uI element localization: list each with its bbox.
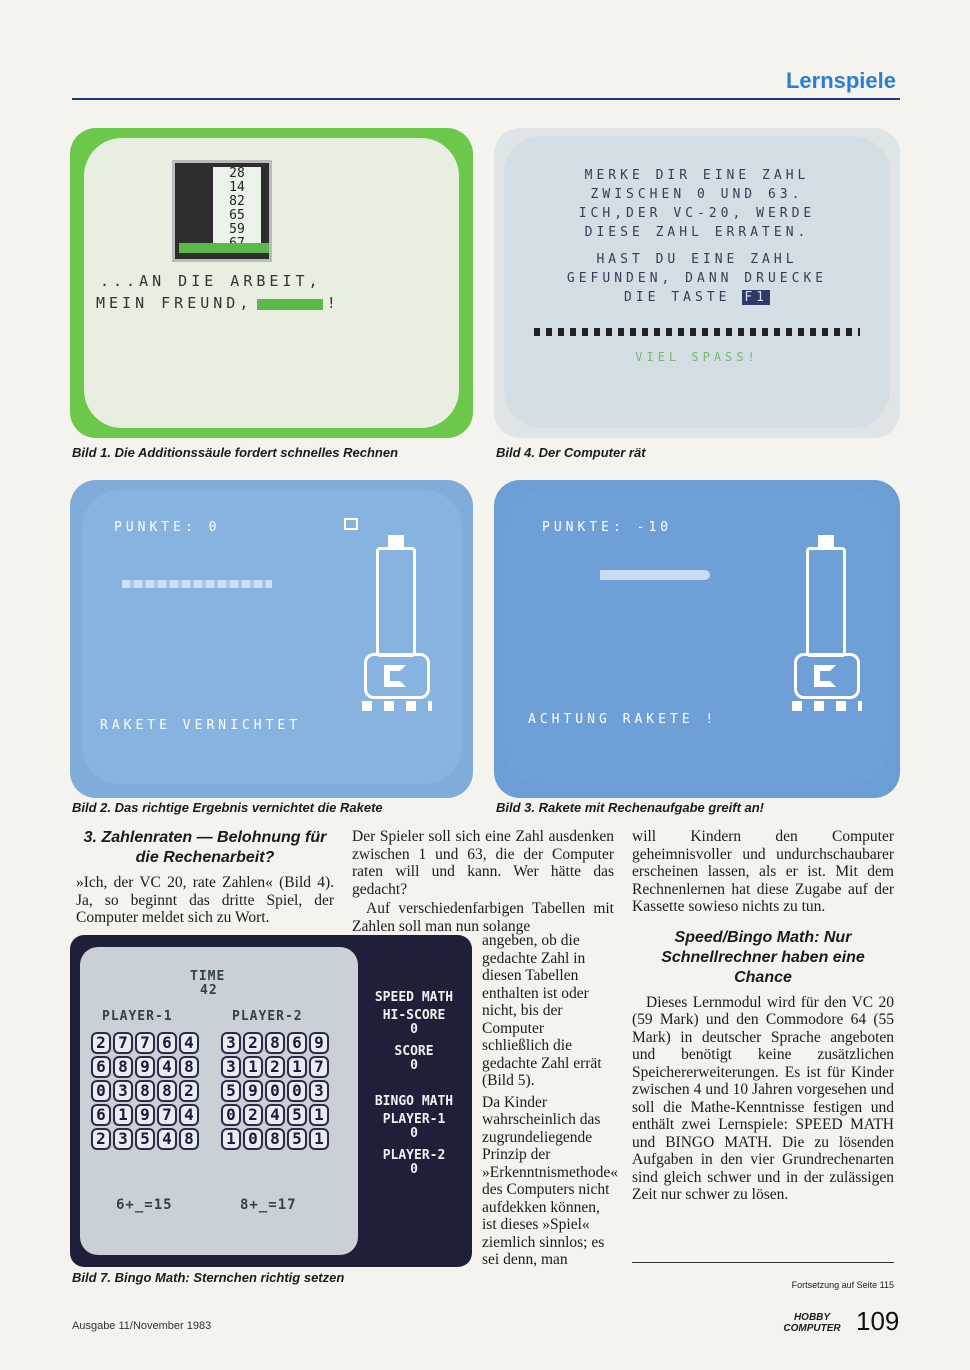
bild4-line: MERKE DIR EINE ZAHL [584,168,810,183]
bild1-line2-end: ! [326,294,340,312]
grid-row [90,1079,216,1103]
bild1-line2-text: MEIN FREUND, [96,294,253,312]
checker-bar [534,328,860,336]
bild3-status: ACHTUNG RAKETE ! [528,712,718,727]
grid-cell: 3 [309,1080,329,1102]
bingo-grid-2 [220,1031,346,1151]
grid-cell: 0 [287,1080,307,1102]
bild2-score: PUNKTE: 0 [114,520,221,535]
bild4-line: ZWISCHEN 0 UND 63. [590,187,804,202]
small-ship-icon [344,518,358,530]
bild3-screen [504,490,888,784]
hi-score-value: 0 [410,1022,418,1037]
grid-cell: 7 [157,1104,177,1126]
time-label: TIME [190,969,226,984]
grid-cell: 4 [157,1128,177,1150]
article-col2-p1: Der Spieler soll sich eine Zahl ausdenken zwischen 1 und 63, die der Computer raten will und kann. Wer hätte das gedacht? [352,828,614,898]
grid-cell: 8 [179,1056,199,1078]
bild4-line: HAST DU EINE ZAHL [596,252,798,267]
bild4-footer: VIEL SPASS! [635,350,759,364]
green-block [257,299,323,310]
grid-row [220,1127,346,1151]
grid-cell: 6 [157,1032,177,1054]
grid-cell: 1 [113,1104,133,1126]
bild1-photo [70,128,473,438]
column-number: 65 [229,208,245,223]
bild1-screen [84,138,459,428]
bild3-photo [494,480,900,798]
player2-side-label: PLAYER-2 [382,1148,446,1163]
bild3-score: PUNKTE: -10 [542,520,673,535]
grid-cell: 9 [309,1032,329,1054]
bild4-key-line [504,288,890,307]
grid-row [220,1031,346,1055]
score-label: SCORE [394,1044,434,1059]
article-heading-2: Speed/Bingo Math: Nur Schnellrechner haben eine Chance [661,928,865,986]
column-number: 82 [229,194,245,209]
section-title: Lernspiele [785,68,896,93]
bild1-caption: Bild 1. Die Additionssäule fordert schnelles Rechnen [72,445,399,460]
bild7-caption: Bild 7. Bingo Math: Sternchen richtig setzen [72,1270,345,1285]
bild4-line: ICH,DER VC-20, WERDE [578,206,816,221]
grid-row [90,1103,216,1127]
rocket-icon [362,535,432,715]
player1-side-value: 0 [410,1126,418,1141]
grid-cell: 3 [221,1056,241,1078]
grid-cell: 0 [265,1080,285,1102]
grid-cell: 5 [287,1104,307,1126]
bild1-line2 [96,294,340,312]
bild3-caption: Bild 3. Rakete mit Rechenaufgabe greift an! [496,800,765,815]
grid-cell: 1 [287,1056,307,1078]
article-col3-p2: Dieses Lernmodul wird für den VC 20 (59 Mark) und den Commodore 64 (55 Mark) in deutscher Sprache angeboten und benötigt keine zusätzlichen Speichererweiterungen. Es ist für Kinder zwischen 4 und 10 Jahren vorgesehen und soll die Mathe-Kenntnisse festigen und enthält zwei Lernspiele: SPEED MATH und BINGO MATH. Die zu lösenden Aufgaben in den vier Grundrechenarten sind gleich schwer und in der zulässigen Zeit nur schwer zu lösen. [632,993,894,1203]
grid-cell: 9 [135,1056,155,1078]
page-number: 109 [856,1306,900,1336]
grid-cell: 0 [243,1128,263,1150]
addition-column [172,160,272,262]
player2-label: PLAYER-2 [232,1009,303,1024]
bild2-photo [70,480,473,798]
article-col3-p1: will Kindern den Computer geheimnisvoller und undurchschaubarer erscheinen lassen, als er ist. Mit dem Rechnenlernen hat diese Zugabe auf der Kassette sowieso nichts zu tun. [632,828,894,915]
article-col1-text: »Ich, der VC 20, rate Zahlen« (Bild 4). Ja, so beginnt das dritte Spiel, der Computer meldet sich zu Wort. [76,874,334,926]
grid-cell: 4 [179,1104,199,1126]
bingo-math-label: BINGO MATH [374,1094,454,1109]
grid-cell: 9 [243,1080,263,1102]
grid-cell: 8 [135,1080,155,1102]
grid-row [90,1031,216,1055]
grid-cell: 2 [91,1128,111,1150]
grid-cell: 2 [243,1104,263,1126]
grid-cell: 3 [113,1080,133,1102]
bild4-line: GEFUNDEN, DANN DRUECKE [566,271,828,286]
destroyed-missile [122,580,272,588]
bild4-text [504,166,890,307]
grid-row [90,1127,216,1151]
bild2-caption: Bild 2. Das richtige Ergebnis vernichtet die Rakete [72,800,383,815]
grid-row [220,1055,346,1079]
bild4-photo [494,128,900,438]
grid-cell: 6 [91,1104,111,1126]
bild4-screen [504,136,890,428]
bild7-screen [80,947,358,1255]
article-col2-p2: Auf verschiedenfarbigen Tabellen mit Zahlen soll man nun solange [352,900,614,935]
hi-score-label: HI-SCORE [382,1008,446,1023]
grid-cell: 4 [157,1056,177,1078]
player1-label: PLAYER-1 [102,1009,173,1024]
bild7-side-panel [360,991,468,1177]
grid-cell: 2 [179,1080,199,1102]
score-value: 0 [410,1058,418,1073]
continued-note: Fortsetzung auf Seite 115 [791,1280,894,1290]
grid-cell: 6 [91,1056,111,1078]
grid-cell: 2 [91,1032,111,1054]
column-number: 14 [229,180,245,195]
speed-math-label: SPEED MATH [374,990,454,1005]
time-value: 42 [200,983,218,998]
grid-cell: 4 [179,1032,199,1054]
bild4-caption: Bild 4. Der Computer rät [496,445,646,460]
column-number: 28 [229,166,245,181]
grid-cell: 4 [265,1104,285,1126]
grid-cell: 0 [91,1080,111,1102]
grid-cell: 5 [221,1080,241,1102]
grid-cell: 3 [113,1128,133,1150]
grid-cell: 6 [287,1032,307,1054]
task-1: 6+_=15 [116,1197,173,1213]
grid-cell: 2 [243,1032,263,1054]
continued-rule [632,1262,894,1263]
grid-cell: 7 [113,1032,133,1054]
task-2: 8+_=17 [240,1197,297,1213]
grid-cell: 3 [221,1032,241,1054]
grid-row [90,1055,216,1079]
grid-cell: 2 [265,1056,285,1078]
bild7-photo [70,935,472,1267]
grid-cell: 0 [221,1104,241,1126]
grid-cell: 8 [179,1128,199,1150]
rocket-icon [792,535,862,715]
column-number: 59 [229,222,245,237]
grid-cell: 5 [135,1128,155,1150]
attacking-missile [600,570,710,580]
grid-cell: 8 [157,1080,177,1102]
grid-cell: 8 [265,1032,285,1054]
article-col2-p3: angeben, ob die gedachte Zahl in diesen Tabellen enthalten ist oder nicht, bis der Computer schließlich die gedachte Zahl errät (Bild 5). [482,932,602,1089]
f1-key: F1 [744,290,768,305]
grid-cell: 8 [113,1056,133,1078]
grid-cell: 1 [309,1104,329,1126]
article-col2 [352,828,614,937]
article-col2-p4: Da Kinder wahrscheinlich das zugrundeliegende Prinzip der »Erkenntnismethode« des Computers nicht aufdekken können, ist dieses »Spiel« ziemlich sinnlos; es sei denn, man [482,1093,619,1268]
bingo-grid-1 [90,1031,216,1151]
article-col1 [76,828,334,929]
grid-cell: 7 [309,1056,329,1078]
grid-cell: 8 [265,1128,285,1150]
magazine-logo: HOBBY COMPUTER [783,1312,841,1334]
grid-cell: 9 [135,1104,155,1126]
article-col3 [632,828,894,1206]
bild4-line: DIE TASTE [624,290,731,305]
section-header [72,66,900,100]
issue-info: Ausgabe 11/November 1983 [72,1320,212,1332]
article-col2-narrow [482,932,619,1271]
grid-cell: 5 [287,1128,307,1150]
bild1-line1: ...AN DIE ARBEIT, [100,272,322,290]
bild2-status: RAKETE VERNICHTET [100,718,302,733]
bild4-line: DIESE ZAHL ERRATEN. [584,225,810,240]
article-heading: 3. Zahlenraten — Belohnung für die Rechenarbeit? [83,829,327,866]
player1-side-label: PLAYER-1 [382,1112,446,1127]
grid-cell: 1 [243,1056,263,1078]
grid-row [220,1103,346,1127]
grid-cell: 1 [309,1128,329,1150]
grid-cell: 7 [135,1032,155,1054]
grid-row [220,1079,346,1103]
player2-side-value: 0 [410,1162,418,1177]
bild2-screen [82,490,462,784]
grid-cell: 1 [221,1128,241,1150]
